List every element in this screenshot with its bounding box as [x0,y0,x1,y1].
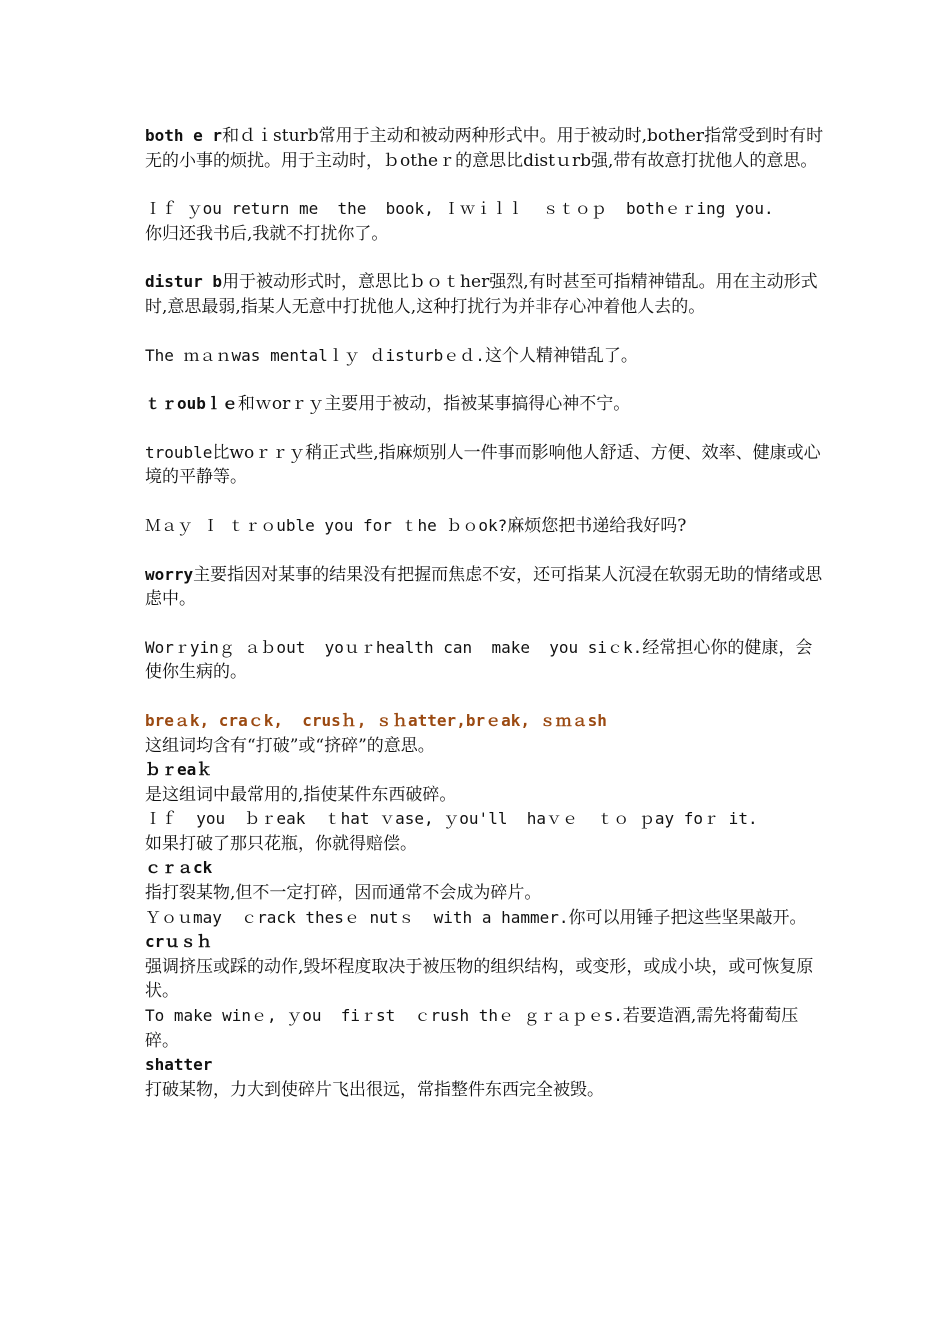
paragraph-text: 和ｄｉsturb常用于主动和被动两种形式中。用于被动时,bother指常受到时有时无的小事的烦扰。用于主动时，ｂotheｒ的意思比distｕrb强,带有故意打扰他人的意思。 [145,126,824,171]
entry-example: To make winｅ, ｙou fiｒst ｃrush thｅ ｇｒａｐｅs. [145,1006,623,1026]
document-page [145,124,825,1102]
paragraph-text: 用于被动形式时，意思比ｂｏｔher强烈,有时甚至可指精神错乱。用在主动形式时,意思最弱,指某人无意中打扰他人,这种打扰行为并非存心冲着他人去的。 [145,272,818,317]
example-sentence: Ｉｆ ｙou return me the book, Ｉｗｉｌｌ ｓｔｏｐ bothｅｒing you. [145,199,774,219]
paragraph-bother [145,124,825,173]
entry-word-crack: ｃｒａck [145,858,213,878]
paragraph-disturb-example [145,344,825,369]
term-disturb: distur b [145,272,223,292]
entry-example: Ｙｏｕmay ｃrack thesｅ nutｓ with a hammer. [145,907,569,927]
entry-word-shatter: shatter [145,1055,213,1075]
paragraph-text: 比woｒｒｙ稍正式些,指麻烦别人一件事而影响他人舒适、方便、效率、健康或心境的平静等。 [145,442,821,488]
term-bother: both e r [145,126,223,145]
paragraph-lead-word: trouble [145,442,213,462]
example-translation: 你归还我书后,我就不打扰你了。 [145,223,389,244]
entry-definition: 强调挤压或踩的动作,毁坏程度取决于被压物的组织结构，或变形，或成小块，或可恢复原状。 [145,956,814,1002]
entry-definition: 打破某物，力大到使碎片飞出很远，常指整件东西完全被毁。 [145,1079,604,1100]
paragraph-bother-example [145,197,825,246]
entry-definition: 是这组词中最常用的,指使某件东西破碎。 [145,784,457,805]
term-trouble: ｔｒoubｌｅ [145,394,238,414]
example-translation: 这个人精神错乱了。 [484,345,638,366]
example-sentence: Ｍａｙ Ｉ ｔｒｏuble you for ｔhe ｂｏok? [145,515,508,535]
section-intro: 这组词均含有“打破”或“挤碎”的意思。 [145,735,435,756]
example-sentence: The ｍａｎwas mentalｌｙ ｄisturbｅｄ. [145,345,485,365]
entry-example: Ｉｆ you ｂｒeak ｔhat ｖase, ｙou'll haｖｅ ｔｏ ｐay foｒ it. [145,809,758,829]
section-heading: breａk, craｃk, crusｈ, ｓｈatter,brｅak, ｓｍａsh [145,710,607,730]
entry-word-crush: crｕｓｈ [145,932,213,952]
example-sentence: Worｒyinｇ ａｂout yoｕｒhealth can make you siｃk. [145,637,643,657]
paragraph-text: 和ｗorｒｙ主要用于被动，指被某事搞得心神不宁。 [237,394,631,415]
term-worry: worry [145,564,194,584]
paragraph-disturb [145,270,825,319]
entry-translation: 若要造酒,需先将葡萄压碎。 [145,1006,799,1051]
example-translation: 经常担心你的健康，会使你生病的。 [145,637,813,683]
example-translation: 麻烦您把书递给我好吗? [507,515,687,536]
entry-translation: 如果打破了那只花瓶，你就得赔偿。 [145,833,417,854]
entry-example-line [145,906,825,931]
entry-translation: 你可以用锤子把这些坚果敲开。 [568,907,807,928]
paragraph-worry [145,563,825,612]
paragraph-trouble-compare [145,441,825,490]
entry-definition: 指打裂某物,但不一定打碎，因而通常不会成为碎片。 [145,883,542,904]
paragraph-worry-example [145,636,825,685]
paragraph-trouble-example [145,514,825,539]
entry-example-line [145,1004,825,1053]
entry-word-break: ｂｒeaｋ [145,760,213,780]
paragraph-trouble [145,392,825,417]
paragraph-text: 主要指因对某事的结果没有把握而焦虑不安，还可指某人沉浸在软弱无助的情绪或思虑中。 [145,564,823,610]
